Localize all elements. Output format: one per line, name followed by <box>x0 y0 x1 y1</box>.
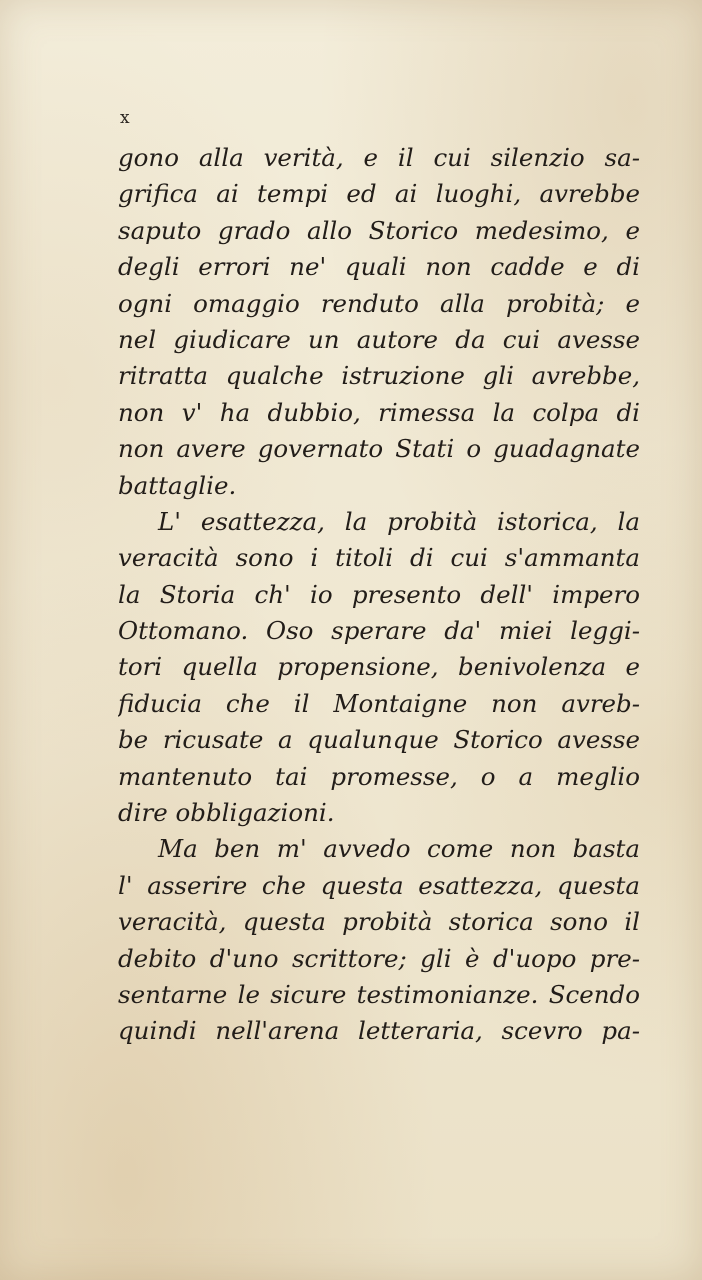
text-line: veracità, questa probità storica sono il <box>118 907 640 937</box>
page-number: x <box>120 108 130 128</box>
text-line: la Storia ch' io presento dell' impero <box>118 579 640 609</box>
text-line: tori quella propensione, benivolenza e <box>118 652 640 682</box>
text-line: veracità sono i titoli di cui s'ammanta <box>118 543 640 573</box>
text-line: debito d'uno scrittore; gli è d'uopo pre- <box>118 943 640 973</box>
text-line: grifica ai tempi ed ai luoghi, avrebbe <box>118 179 640 209</box>
text-line: Ma ben m' avvedo come non basta <box>158 834 640 864</box>
text-line: ogni omaggio renduto alla probità; e <box>118 288 640 318</box>
text-line: dire obbligazioni. <box>118 798 335 828</box>
text-line: Ottomano. Oso sperare da' miei leggi- <box>118 616 640 646</box>
text-line: mantenuto tai promesse, o a meglio <box>118 761 640 791</box>
text-line: sentarne le sicure testimonianze. Scendo <box>118 979 640 1009</box>
text-line: fiducia che il Montaigne non avreb- <box>118 688 640 718</box>
text-line: gono alla verità, e il cui silenzio sa- <box>118 143 640 172</box>
text-line: l' asserire che questa esattezza, questa <box>118 870 640 900</box>
text-line: non v' ha dubbio, rimessa la colpa di <box>118 397 640 427</box>
text-line: saputo grado allo Storico medesimo, e <box>118 215 640 245</box>
text-line: be ricusate a qualunque Storico avesse <box>118 725 640 755</box>
text-line: nel giudicare un autore da cui avesse <box>118 324 640 354</box>
text-line: quindi nell'arena letteraria, scevro pa- <box>118 1016 640 1046</box>
text-line: L' esattezza, la probità istorica, la <box>158 506 640 536</box>
text-line: non avere governato Stati o guadagnate <box>118 434 640 464</box>
text-line: battaglie. <box>118 470 237 500</box>
text-line: degli errori ne' quali non cadde e di <box>118 252 640 282</box>
text-line: ritratta qualche istruzione gli avrebbe, <box>118 361 640 391</box>
body-text <box>118 140 640 1050</box>
